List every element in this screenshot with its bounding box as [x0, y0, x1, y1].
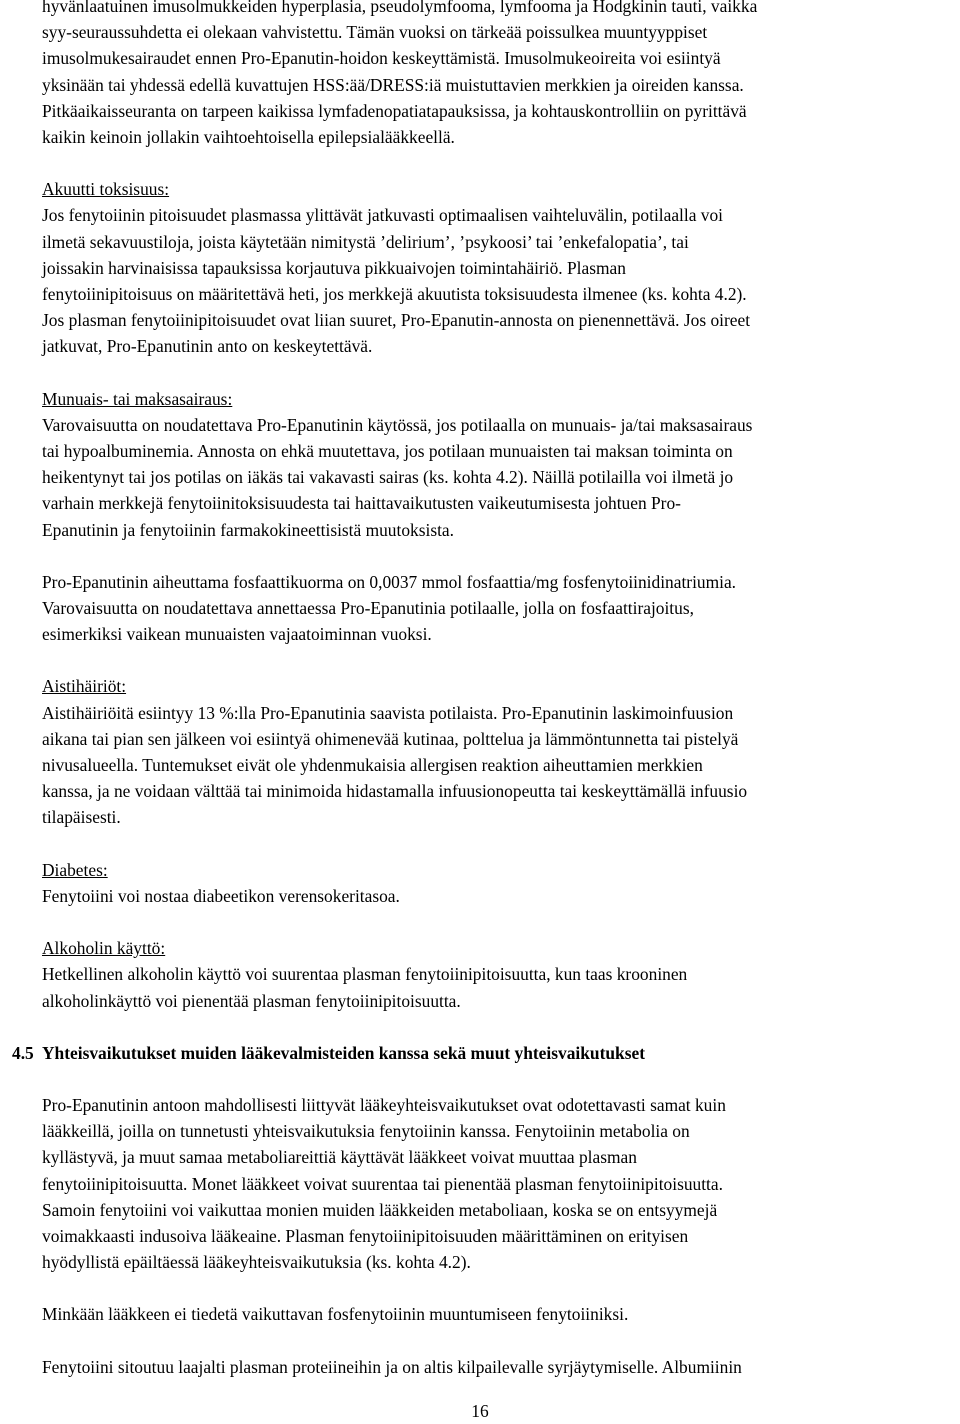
text-line: joissakin harvinaisissa tapauksissa korjautuva pikkuaivojen toimintahäiriö. Plasman	[42, 257, 626, 278]
spacer	[42, 1275, 954, 1301]
text-line: Aistihäiriöitä esiintyy 13 %:lla Pro-Epanutinia saavista potilaista. Pro-Epanutinin laskimoinfuusion	[42, 702, 734, 723]
text-line: Varovaisuutta on noudatettava annettaessa Pro-Epanutinia potilaalle, jolla on fosfaattirajoitus,	[42, 598, 694, 619]
spacer	[42, 543, 954, 569]
text-line: Pitkäaikaisseuranta on tarpeen kaikissa lymfadenopatiatapauksissa, ja kohtauskontrolliin on pyrittävä	[42, 100, 747, 121]
text-line: heikentynyt tai jos potilas on iäkäs tai vakavasti sairas (ks. kohta 4.2). Näillä potilailla voi ilmetä jo	[42, 467, 734, 488]
text-line: Pro-Epanutinin antoon mahdollisesti liittyvät lääkeyhteisvaikutukset ovat odotettavasti samat kuin	[42, 1094, 726, 1115]
text-line: kaikin keinoin jollakin vaihtoehtoisella epilepsialääkkeellä.	[42, 127, 455, 148]
text-line: esimerkiksi vaikean munuaisten vajaatoiminnan vuoksi.	[42, 624, 432, 645]
spacer	[42, 1066, 954, 1092]
page-number: 16	[471, 1401, 489, 1421]
subsection-diabetes	[42, 857, 954, 909]
spacer	[42, 1014, 954, 1040]
subsection-alcohol	[42, 935, 954, 1014]
text-line: Fenytoiini voi nostaa diabeetikon verensokeritasoa.	[42, 885, 400, 906]
text-line: kanssa, ja ne voidaan välttää tai minimoida hidastamalla infuusionopeutta tai keskeyttämällä infuusio	[42, 781, 748, 802]
text-line: fenytoiinipitoisuutta. Monet lääkkeet voivat suurentaa tai pienentää plasman fenytoiinipitoisuutta.	[42, 1173, 723, 1194]
subsection-kidney-liver	[42, 386, 954, 543]
text-line: aikana tai pian sen jälkeen voi esiintyä ohimenevää kutinaa, polttelua ja lämmöntunnetta tai pistelyä	[42, 728, 739, 749]
text-line: Samoin fenytoiini voi vaikuttaa monien muiden lääkkeiden metaboliaan, koska se on entsyymejä	[42, 1199, 718, 1220]
paragraph-conversion	[42, 1301, 954, 1327]
subsection-sensory	[42, 673, 954, 830]
spacer	[42, 909, 954, 935]
text-line: alkoholinkäyttö voi pienentää plasman fenytoiinipitoisuutta.	[42, 990, 461, 1011]
spacer	[42, 360, 954, 386]
text-line: Varovaisuutta on noudatettava Pro-Epanutinin käytössä, jos potilaalla on munuais- ja/tai maksasairaus	[42, 414, 753, 435]
section-title: Yhteisvaikutukset muiden lääkevalmisteiden kanssa sekä muut yhteisvaikutukset	[42, 1042, 645, 1063]
subheading-acute-toxicity: Akuutti toksisuus:	[42, 179, 170, 200]
spacer	[42, 150, 954, 176]
text-line: ilmetä sekavuustiloja, joista käytetään nimitystä ’delirium’, ’psykoosi’ tai ’enkefalopatia’, tai	[42, 231, 689, 252]
text-line: varhain merkkejä fenytoiinitoksisuudesta tai haittavaikutusten vaikeutumisesta johtuen Pro-	[42, 493, 681, 514]
text-line: lääkkeillä, joilla on tunnetusti yhteisvaikutuksia fenytoiinin kanssa. Fenytoiinin metabolia on	[42, 1121, 690, 1142]
text-line: kyllästyvä, ja muut samaa metaboliareittiä käyttävät lääkkeet voivat muuttaa plasman	[42, 1147, 637, 1168]
paragraph-interactions	[42, 1092, 954, 1275]
text-line: Epanutinin ja fenytoiinin farmakokineettisistä muutoksista.	[42, 519, 454, 540]
text-line: voimakkaasti indusoiva lääkeaine. Plasman fenytoiinipitoisuuden määrittäminen on erityisen	[42, 1225, 689, 1246]
spacer	[42, 647, 954, 673]
text-line: Pro-Epanutinin aiheuttama fosfaattikuorma on 0,0037 mmol fosfaattia/mg fosfenytoiinidinatriumia.	[42, 571, 737, 592]
text-line: tilapäisesti.	[42, 807, 121, 828]
subheading-sensory: Aistihäiriöt:	[42, 676, 127, 697]
spacer	[42, 831, 954, 857]
paragraph-protein-binding	[42, 1354, 954, 1380]
spacer	[42, 1328, 954, 1354]
text-line: yksinään tai yhdessä edellä kuvattujen HSS:ää/DRESS:iä muistuttavien merkkien ja oireiden kanssa.	[42, 74, 744, 95]
text-column	[12, 0, 954, 1380]
text-line: Hetkellinen alkoholin käyttö voi suurentaa plasman fenytoiinipitoisuutta, kun taas krooninen	[42, 964, 688, 985]
text-line: Fenytoiini sitoutuu laajalti plasman proteiineihin ja on altis kilpailevalle syrjäytymiselle. Albumiinin	[42, 1356, 742, 1377]
text-line: syy-seuraussuhdetta ei olekaan vahvistettu. Tämän vuoksi on tärkeää poissulkea muuntyyppiset	[42, 22, 708, 43]
section-number: 4.5	[12, 1042, 34, 1063]
paragraph-phosphate	[42, 569, 954, 648]
text-line: Jos plasman fenytoiinipitoisuudet ovat liian suuret, Pro-Epanutin-annosta on pienennettävä. Jos oireet	[42, 310, 751, 331]
text-line: tai hypoalbuminemia. Annosta on ehkä muutettava, jos potilaan munuaisten tai maksan toiminta on	[42, 441, 733, 462]
text-line: hyvänlaatuinen imusolmukkeiden hyperplasia, pseudolymfooma, lymfooma ja Hodgkinin tauti, vaikka	[42, 0, 758, 16]
paragraph-lymphadenopathy	[42, 0, 954, 150]
text-line: Minkään lääkkeen ei tiedetä vaikuttavan fosfenytoiinin muuntumiseen fenytoiiniksi.	[42, 1304, 629, 1325]
text-line: imusolmukesairaudet ennen Pro-Epanutin-hoidon keskeyttämistä. Imusolmukeoireita voi esiintyä	[42, 48, 721, 69]
section-heading-4-5	[12, 1040, 954, 1066]
text-line: hyödyllistä epäiltäessä lääkeyhteisvaikutuksia (ks. kohta 4.2).	[42, 1252, 471, 1273]
subheading-alcohol: Alkoholin käyttö:	[42, 938, 166, 959]
text-line: Jos fenytoiinin pitoisuudet plasmassa ylittävät jatkuvasti optimaalisen vaihteluvälin, potilaalla voi	[42, 205, 724, 226]
text-line: jatkuvat, Pro-Epanutinin anto on keskeytettävä.	[42, 336, 373, 357]
subsection-acute-toxicity	[42, 176, 954, 359]
subheading-diabetes: Diabetes:	[42, 859, 108, 880]
subheading-kidney-liver: Munuais- tai maksasairaus:	[42, 388, 233, 409]
text-line: nivusalueella. Tuntemukset eivät ole yhdenmukaisia allergisen reaktion aiheuttamien merkkien	[42, 755, 703, 776]
text-line: fenytoiinipitoisuus on määritettävä heti, jos merkkejä akuutista toksisuudesta ilmenee (ks. kohta 4.2).	[42, 284, 747, 305]
